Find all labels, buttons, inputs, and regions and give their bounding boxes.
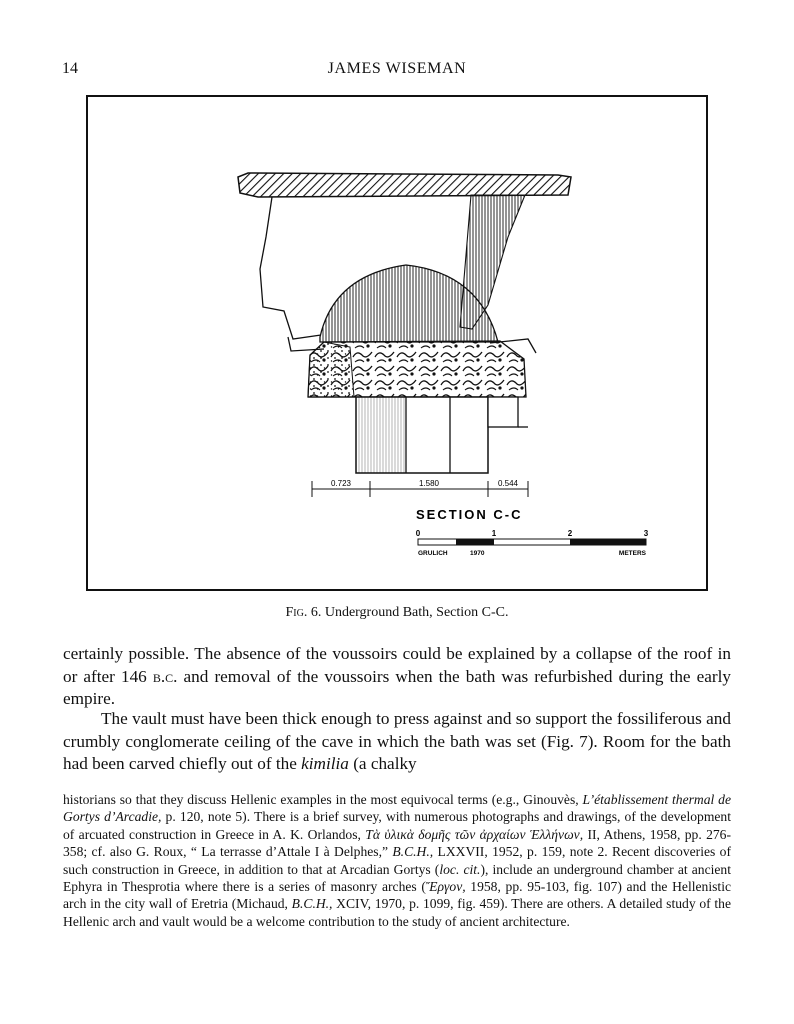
body-paragraph: certainly possible. The absence of the voussoirs could be explained by a collapse of the roof in or after 146 b.c. and removal of the voussoirs when the bath was refurbished during the early empire. [63,644,731,708]
scale-number: 3 [643,529,649,538]
footnote: historians so that they discuss Hellenic examples in the most equivocal terms (e.g., Ginouvès, L’établissement thermal de Gortys d’Arcadie, p. 120, note 5). There is a brief survey, with numerous photographs and drawings, of the development of arcuated construction in Greece in A. K. Orlandos, Τὰ ὑλικὰ δομῆς τῶν ἀρχαίων Ἑλλήνων, II, Athens, 1958, pp. 276-358; cf. also G. Roux, “ La terrasse d’Attale I à Delphes,” B.C.H., LXXVII, 1952, p. 159, note 2. Recent discoveries of such construction in Greece, in addition to that at Arcadian Gortys (loc. cit.), include an underground chamber at ancient Ephyra in Thesprotia where there is a series of masonry arches (Ἔργον, 1958, pp. 95-103, fig. 107) and the Hellenistic arch in the city wall of Eretria (Michaud, B.C.H., XCIV, 1970, p. 1099, fig. 459). There are others. A detailed study of the Hellenic arch and vault would be a welcome contribution to the study of ancient architecture. [63,792,732,929]
dimension-line [312,479,528,497]
figure-caption [0,605,794,621]
scale-unit: METERS [618,550,646,557]
page-number: 14 [62,60,78,77]
running-head: JAMES WISEMAN [327,60,467,77]
drawing-credit-year: 1970 [470,550,485,557]
drawing-credit-name: GRULICH [418,550,448,557]
body-paragraph: The vault must have been thick enough to press against and so support the fossiliferous and crumbly conglomerate ceiling of the cave in which the bath was set (Fig. 7). Room for the bath had been carved chiefly out of the kimilia (a chalky [63,709,731,773]
caption-text: Underground Bath, Section C-C. [324,605,509,620]
section-drawing [88,97,706,589]
figure-frame [86,95,708,591]
section-title: SECTION C-C [416,507,523,522]
left-cave-wall [260,197,321,339]
dimension-label: 0.723 [330,479,352,488]
scale-number: 0 [415,529,421,538]
ceiling-slab [238,173,571,197]
dimension-label: 1.580 [418,479,440,488]
scale-number: 2 [567,529,573,538]
scale-bar [416,529,649,557]
dimension-label: 0.544 [497,479,519,488]
scale-number: 1 [491,529,497,538]
speckled-flank [308,342,354,397]
lower-chamber-wall [356,397,406,473]
caption-label: Fig. 6. [285,605,322,620]
